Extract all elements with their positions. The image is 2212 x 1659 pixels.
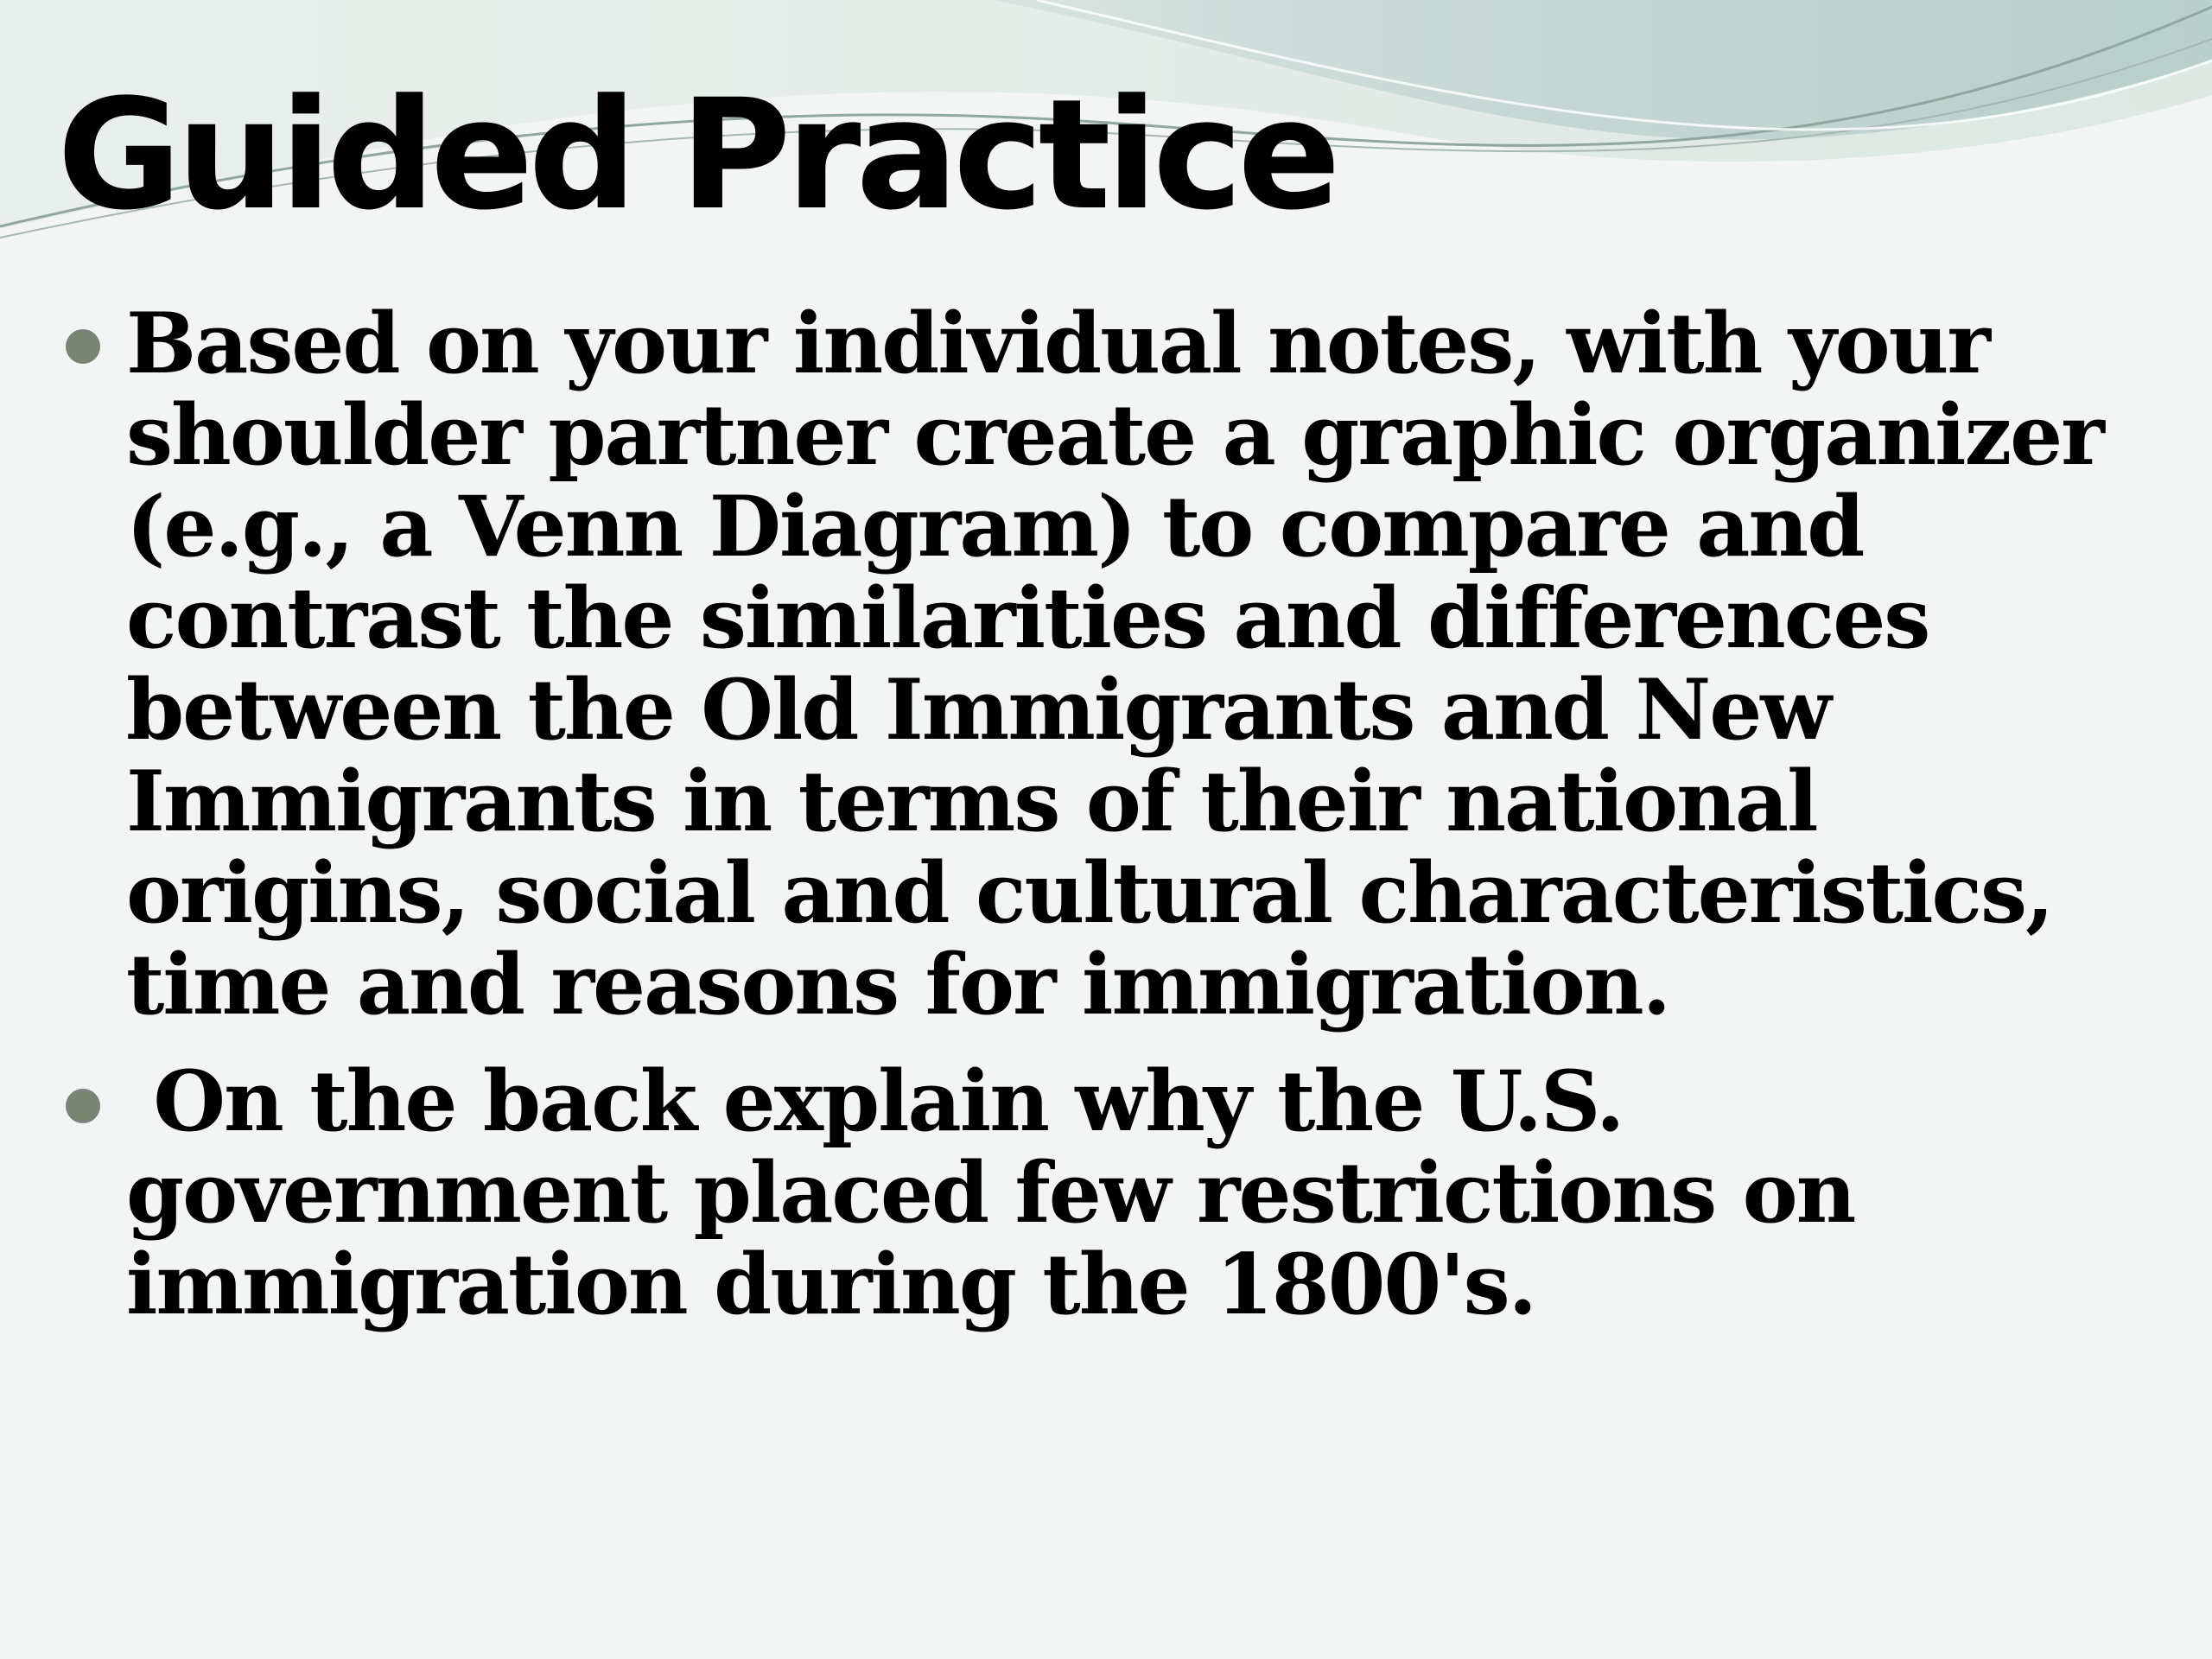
- bullet-dot-icon: [66, 329, 100, 364]
- bullet-2-line-2: government placed few restrictions on: [126, 1144, 1855, 1242]
- bullet-1-line-5: between the Old Immigrants and New: [126, 661, 1830, 759]
- bullet-1-line-8: time and reasons for immigration.: [126, 936, 1670, 1033]
- bullet-2-line-1: On the back explain why the U.S.: [126, 1052, 1624, 1150]
- bullet-1-line-4: contrast the similarities and differences: [126, 569, 1929, 667]
- bullet-item-graphic-organizer: [126, 295, 2139, 1033]
- bullet-1-line-1: Based on your individual notes, with your: [126, 295, 1989, 392]
- bullet-2-line-3: immigration during the 1800's.: [126, 1236, 1536, 1333]
- bullet-1-line-6: Immigrants in terms of their national: [126, 753, 1817, 850]
- bullet-1-line-7: origins, social and cultural characteristics,: [126, 844, 2053, 942]
- slide-title: Guided Practice: [57, 67, 1336, 244]
- bullet-item-restrictions: [126, 1052, 2139, 1333]
- bullet-dot-icon: [66, 1089, 100, 1123]
- bullet-1-line-3: (e.g., a Venn Diagram) to compare and: [126, 478, 1864, 575]
- bullet-1-line-2: shoulder partner create a graphic organizer: [126, 386, 2103, 484]
